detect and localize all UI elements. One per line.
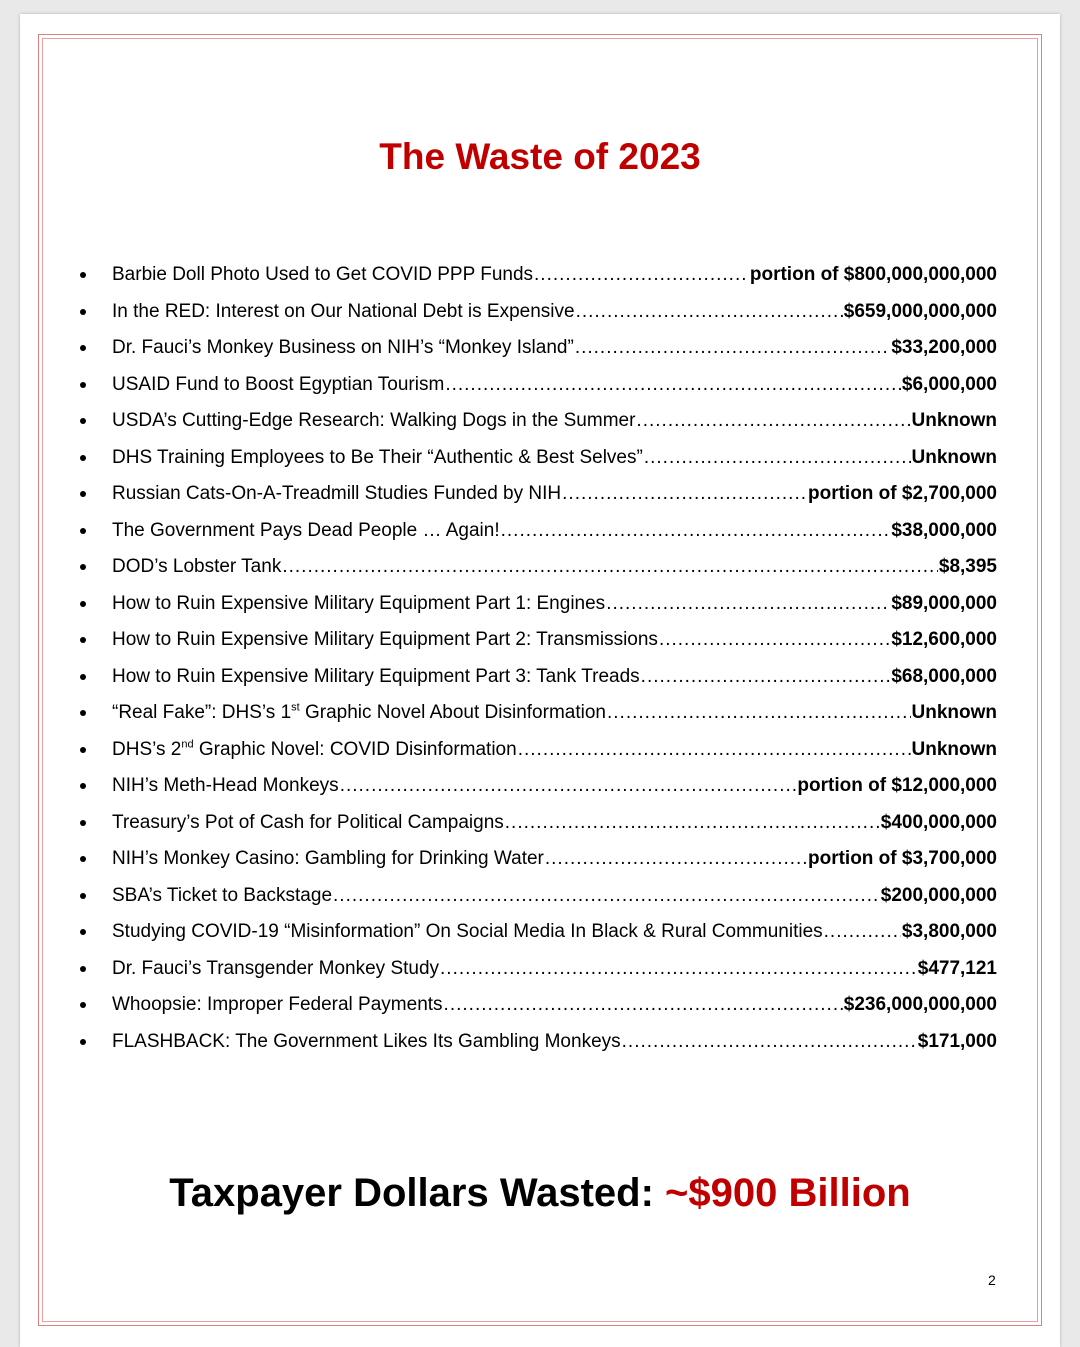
page-title: The Waste of 2023	[379, 136, 701, 177]
list-item-row	[112, 593, 997, 615]
dot-leader	[622, 1031, 917, 1053]
list-item-amount: portion of $800,000,000,000	[749, 264, 997, 285]
list-item-label: Whoopsie: Improper Federal Payments	[112, 994, 443, 1015]
list-item-label: Dr. Fauci’s Monkey Business on NIH’s “Monkey Island”	[112, 337, 574, 358]
dot-leader	[501, 520, 891, 542]
list-item-label: DHS Training Employees to Be Their “Authentic & Best Selves”	[112, 446, 643, 468]
list-item-row	[112, 264, 997, 286]
list-item	[80, 879, 1000, 916]
dot-leader	[576, 301, 843, 323]
list-item-row	[112, 921, 997, 943]
dot-leader	[518, 739, 911, 761]
bullet-icon	[80, 418, 86, 424]
list-item	[80, 368, 1000, 405]
list-item-label: Dr. Fauci’s Transgender Monkey Study	[112, 957, 440, 979]
bullet-icon	[80, 966, 86, 972]
list-item-amount: $3,800,000	[901, 921, 997, 942]
list-item	[80, 404, 1000, 441]
list-item-amount: $477,121	[917, 957, 997, 979]
list-item-label: Studying COVID-19 “Misinformation” On Social Media In Black & Rural Communities	[112, 921, 823, 942]
bullet-icon	[80, 783, 86, 789]
list-item-label: In the RED: Interest on Our National Debt is Expensive	[112, 300, 575, 322]
dot-leader	[562, 483, 807, 505]
dot-leader	[636, 410, 910, 432]
list-item-row	[112, 301, 997, 323]
list-item-amount: portion of $2,700,000	[807, 483, 997, 504]
list-item-label-post: Graphic Novel About Disinformation	[299, 702, 606, 723]
dot-leader	[282, 556, 938, 578]
list-item	[80, 477, 1000, 514]
dot-leader	[505, 812, 880, 834]
dot-leader	[545, 848, 807, 870]
list-item	[80, 660, 1000, 697]
bullet-icon	[80, 710, 86, 716]
list-item-row	[112, 812, 997, 834]
list-item-amount: $236,000,000,000	[843, 994, 997, 1015]
list-item-amount: Unknown	[911, 446, 997, 468]
list-item-label	[112, 702, 606, 724]
list-item-label: Barbie Doll Photo Used to Get COVID PPP Funds	[112, 264, 534, 285]
bullet-icon	[80, 528, 86, 534]
list-item	[80, 623, 1000, 660]
list-item-row	[112, 702, 997, 724]
list-item	[80, 696, 1000, 733]
list-item-row	[112, 739, 997, 761]
list-item-amount: portion of $12,000,000	[797, 775, 997, 796]
list-item-label: Treasury’s Pot of Cash for Political Campaigns	[112, 811, 504, 833]
dot-leader	[575, 337, 891, 359]
list-item-row	[112, 775, 997, 797]
list-item-amount: $8,395	[938, 556, 997, 577]
list-item	[80, 915, 1000, 952]
list-item-label: FLASHBACK: The Government Likes Its Gambling Monkeys	[112, 1030, 621, 1052]
bullet-icon	[80, 1039, 86, 1045]
list-item-amount: $68,000,000	[891, 665, 997, 687]
dot-leader	[607, 702, 911, 724]
dot-leader	[644, 447, 911, 469]
list-item-label-pre: DHS’s 2	[112, 738, 182, 760]
list-item-label: How to Ruin Expensive Military Equipment Part 3: Tank Treads	[112, 665, 640, 687]
list-item	[80, 514, 1000, 551]
page-number: 2	[988, 1272, 996, 1288]
list-item-row	[112, 994, 997, 1016]
bullet-icon	[80, 272, 86, 278]
list-item-ordinal: nd	[181, 738, 194, 751]
list-item-label	[112, 739, 517, 761]
list-item-row	[112, 1031, 997, 1053]
total-label: Taxpayer Dollars Wasted:	[169, 1171, 666, 1215]
list-item	[80, 550, 1000, 587]
list-item	[80, 587, 1000, 624]
list-item-label: NIH’s Monkey Casino: Gambling for Drinking Water	[112, 848, 544, 869]
list-item	[80, 1025, 1000, 1062]
list-item-row	[112, 337, 997, 359]
bullet-icon	[80, 929, 86, 935]
list-item-amount: $12,600,000	[891, 629, 997, 650]
bullet-icon	[80, 601, 86, 607]
dot-leader	[824, 921, 901, 943]
list-item-amount: $38,000,000	[891, 519, 997, 541]
bullet-icon	[80, 893, 86, 899]
list-item-amount: $33,200,000	[891, 337, 997, 358]
list-item	[80, 988, 1000, 1025]
list-item-ordinal: st	[291, 701, 300, 714]
list-item-amount: $659,000,000,000	[843, 300, 997, 322]
dot-leader	[340, 775, 797, 797]
list-item-label: SBA’s Ticket to Backstage	[112, 884, 333, 906]
bullet-icon	[80, 637, 86, 643]
list-item-row	[112, 520, 997, 542]
bullet-icon	[80, 382, 86, 388]
list-item	[80, 842, 1000, 879]
dot-leader	[659, 629, 890, 651]
list-item-row	[112, 447, 997, 469]
list-item-label-post: Graphic Novel: COVID Disinformation	[193, 738, 517, 760]
list-item-row	[112, 848, 997, 870]
list-item	[80, 331, 1000, 368]
list-item-amount: Unknown	[911, 738, 997, 760]
dot-leader	[333, 885, 880, 907]
list-item-amount: Unknown	[911, 702, 997, 723]
list-item	[80, 295, 1000, 332]
total-line	[20, 1171, 1060, 1216]
dot-leader	[445, 374, 901, 396]
list-item-label: The Government Pays Dead People … Again!	[112, 519, 500, 541]
dot-leader	[606, 593, 890, 615]
list-item-row	[112, 410, 997, 432]
list-item-amount: $6,000,000	[901, 373, 997, 395]
bullet-icon	[80, 820, 86, 826]
dot-leader	[534, 264, 749, 286]
list-item-amount: $89,000,000	[891, 592, 997, 614]
list-item-label: DOD’s Lobster Tank	[112, 556, 282, 577]
bullet-icon	[80, 345, 86, 351]
bullet-icon	[80, 856, 86, 862]
list-item-row	[112, 666, 997, 688]
list-item-label: USDA’s Cutting-Edge Research: Walking Dogs in the Summer	[112, 410, 636, 431]
bullet-icon	[80, 309, 86, 315]
list-item-row	[112, 885, 997, 907]
list-item-amount: $400,000,000	[880, 811, 997, 833]
document-page	[20, 14, 1060, 1347]
list-item-label: NIH’s Meth-Head Monkeys	[112, 775, 339, 796]
list-item-label-pre: “Real Fake”: DHS’s 1	[112, 702, 292, 723]
list-item	[80, 952, 1000, 989]
list-item	[80, 769, 1000, 806]
dot-leader	[440, 958, 917, 980]
bullet-icon	[80, 455, 86, 461]
bullet-icon	[80, 1002, 86, 1008]
bullet-icon	[80, 674, 86, 680]
list-item-amount: Unknown	[911, 410, 997, 431]
list-item-label: How to Ruin Expensive Military Equipment Part 2: Transmissions	[112, 629, 658, 650]
dot-leader	[641, 666, 891, 688]
total-value: ~$900 Billion	[665, 1171, 911, 1215]
bullet-icon	[80, 747, 86, 753]
list-item-label: USAID Fund to Boost Egyptian Tourism	[112, 373, 445, 395]
list-item-amount: $200,000,000	[880, 884, 997, 906]
list-item	[80, 733, 1000, 770]
list-item	[80, 806, 1000, 843]
list-item-row	[112, 958, 997, 980]
list-item-row	[112, 483, 997, 505]
waste-list	[80, 258, 1000, 1061]
list-item	[80, 441, 1000, 478]
list-item-row	[112, 374, 997, 396]
list-item-row	[112, 629, 997, 651]
bullet-icon	[80, 491, 86, 497]
list-item-amount: portion of $3,700,000	[807, 848, 997, 869]
dot-leader	[444, 994, 843, 1016]
list-item-label: Russian Cats-On-A-Treadmill Studies Funded by NIH	[112, 483, 562, 504]
bullet-icon	[80, 564, 86, 570]
list-item	[80, 258, 1000, 295]
list-item-amount: $171,000	[917, 1030, 997, 1052]
list-item-row	[112, 556, 997, 578]
list-item-label: How to Ruin Expensive Military Equipment Part 1: Engines	[112, 592, 606, 614]
